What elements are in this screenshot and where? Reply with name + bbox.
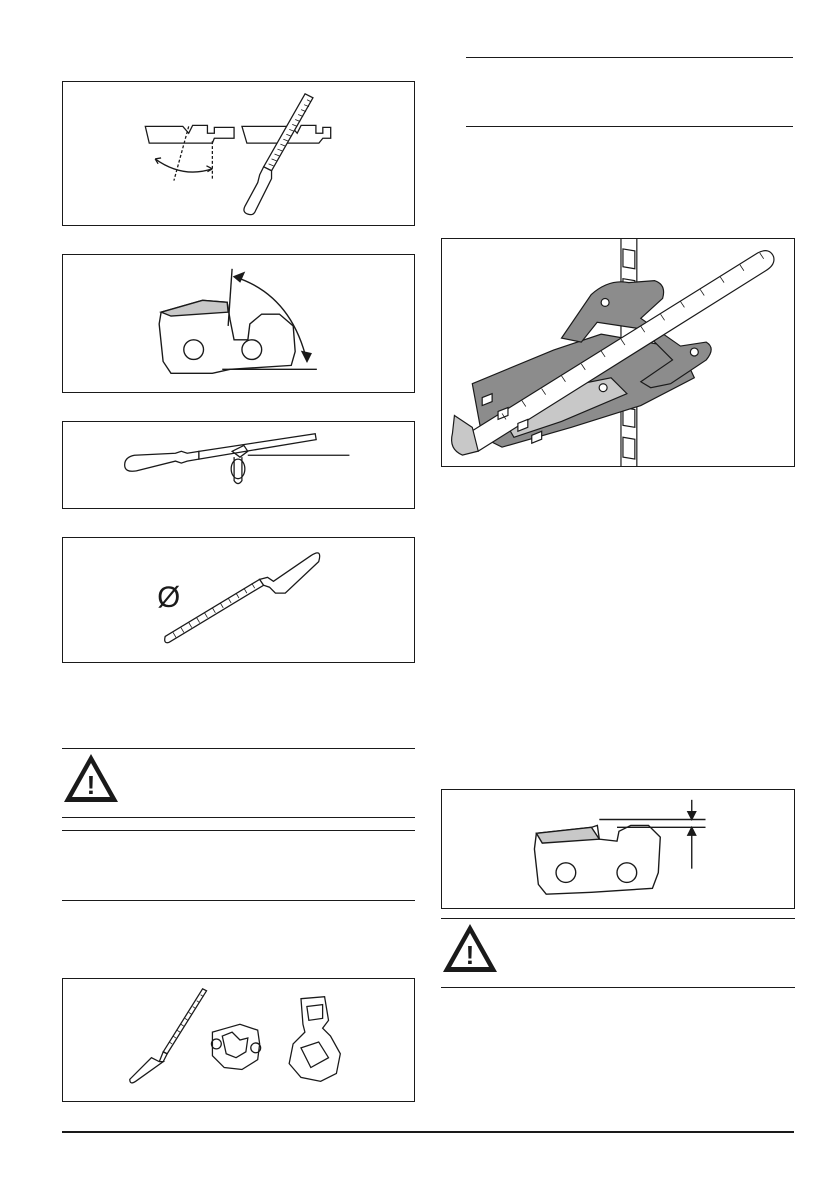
figure-sharpening-tools bbox=[62, 978, 415, 1102]
exclamation-mark: ! bbox=[465, 940, 475, 970]
figure-depth-gauge-setting bbox=[441, 789, 795, 909]
warning-bottom-rule bbox=[441, 987, 795, 988]
file-angle-illustration bbox=[63, 82, 414, 225]
tools-illustration bbox=[63, 979, 414, 1101]
warning-top-rule bbox=[62, 748, 415, 749]
file-guide-illustration bbox=[442, 239, 794, 466]
cutter-angle-illustration bbox=[63, 255, 414, 392]
note-bottom-rule bbox=[466, 126, 793, 127]
exclamation-mark: ! bbox=[86, 770, 96, 800]
warning-triangle-icon bbox=[62, 752, 120, 804]
figure-file-guide-on-chain bbox=[441, 238, 795, 467]
diameter-symbol: Ø bbox=[157, 580, 181, 614]
figure-cutter-filing-angle bbox=[62, 81, 415, 226]
section-divider bbox=[62, 900, 415, 901]
warning-triangle-icon bbox=[441, 922, 499, 974]
warning-bottom-rule bbox=[62, 817, 415, 818]
footer-rule bbox=[62, 1131, 794, 1133]
figure-file-diameter bbox=[62, 537, 415, 663]
note-top-rule bbox=[466, 57, 793, 58]
warning-top-rule bbox=[441, 918, 795, 919]
figure-top-plate-angle bbox=[62, 254, 415, 393]
round-file-diameter-illustration bbox=[63, 538, 414, 662]
file-holder-illustration bbox=[63, 422, 414, 508]
section-divider bbox=[62, 830, 415, 831]
figure-file-position-side bbox=[62, 421, 415, 509]
depth-gauge-illustration bbox=[442, 790, 794, 908]
